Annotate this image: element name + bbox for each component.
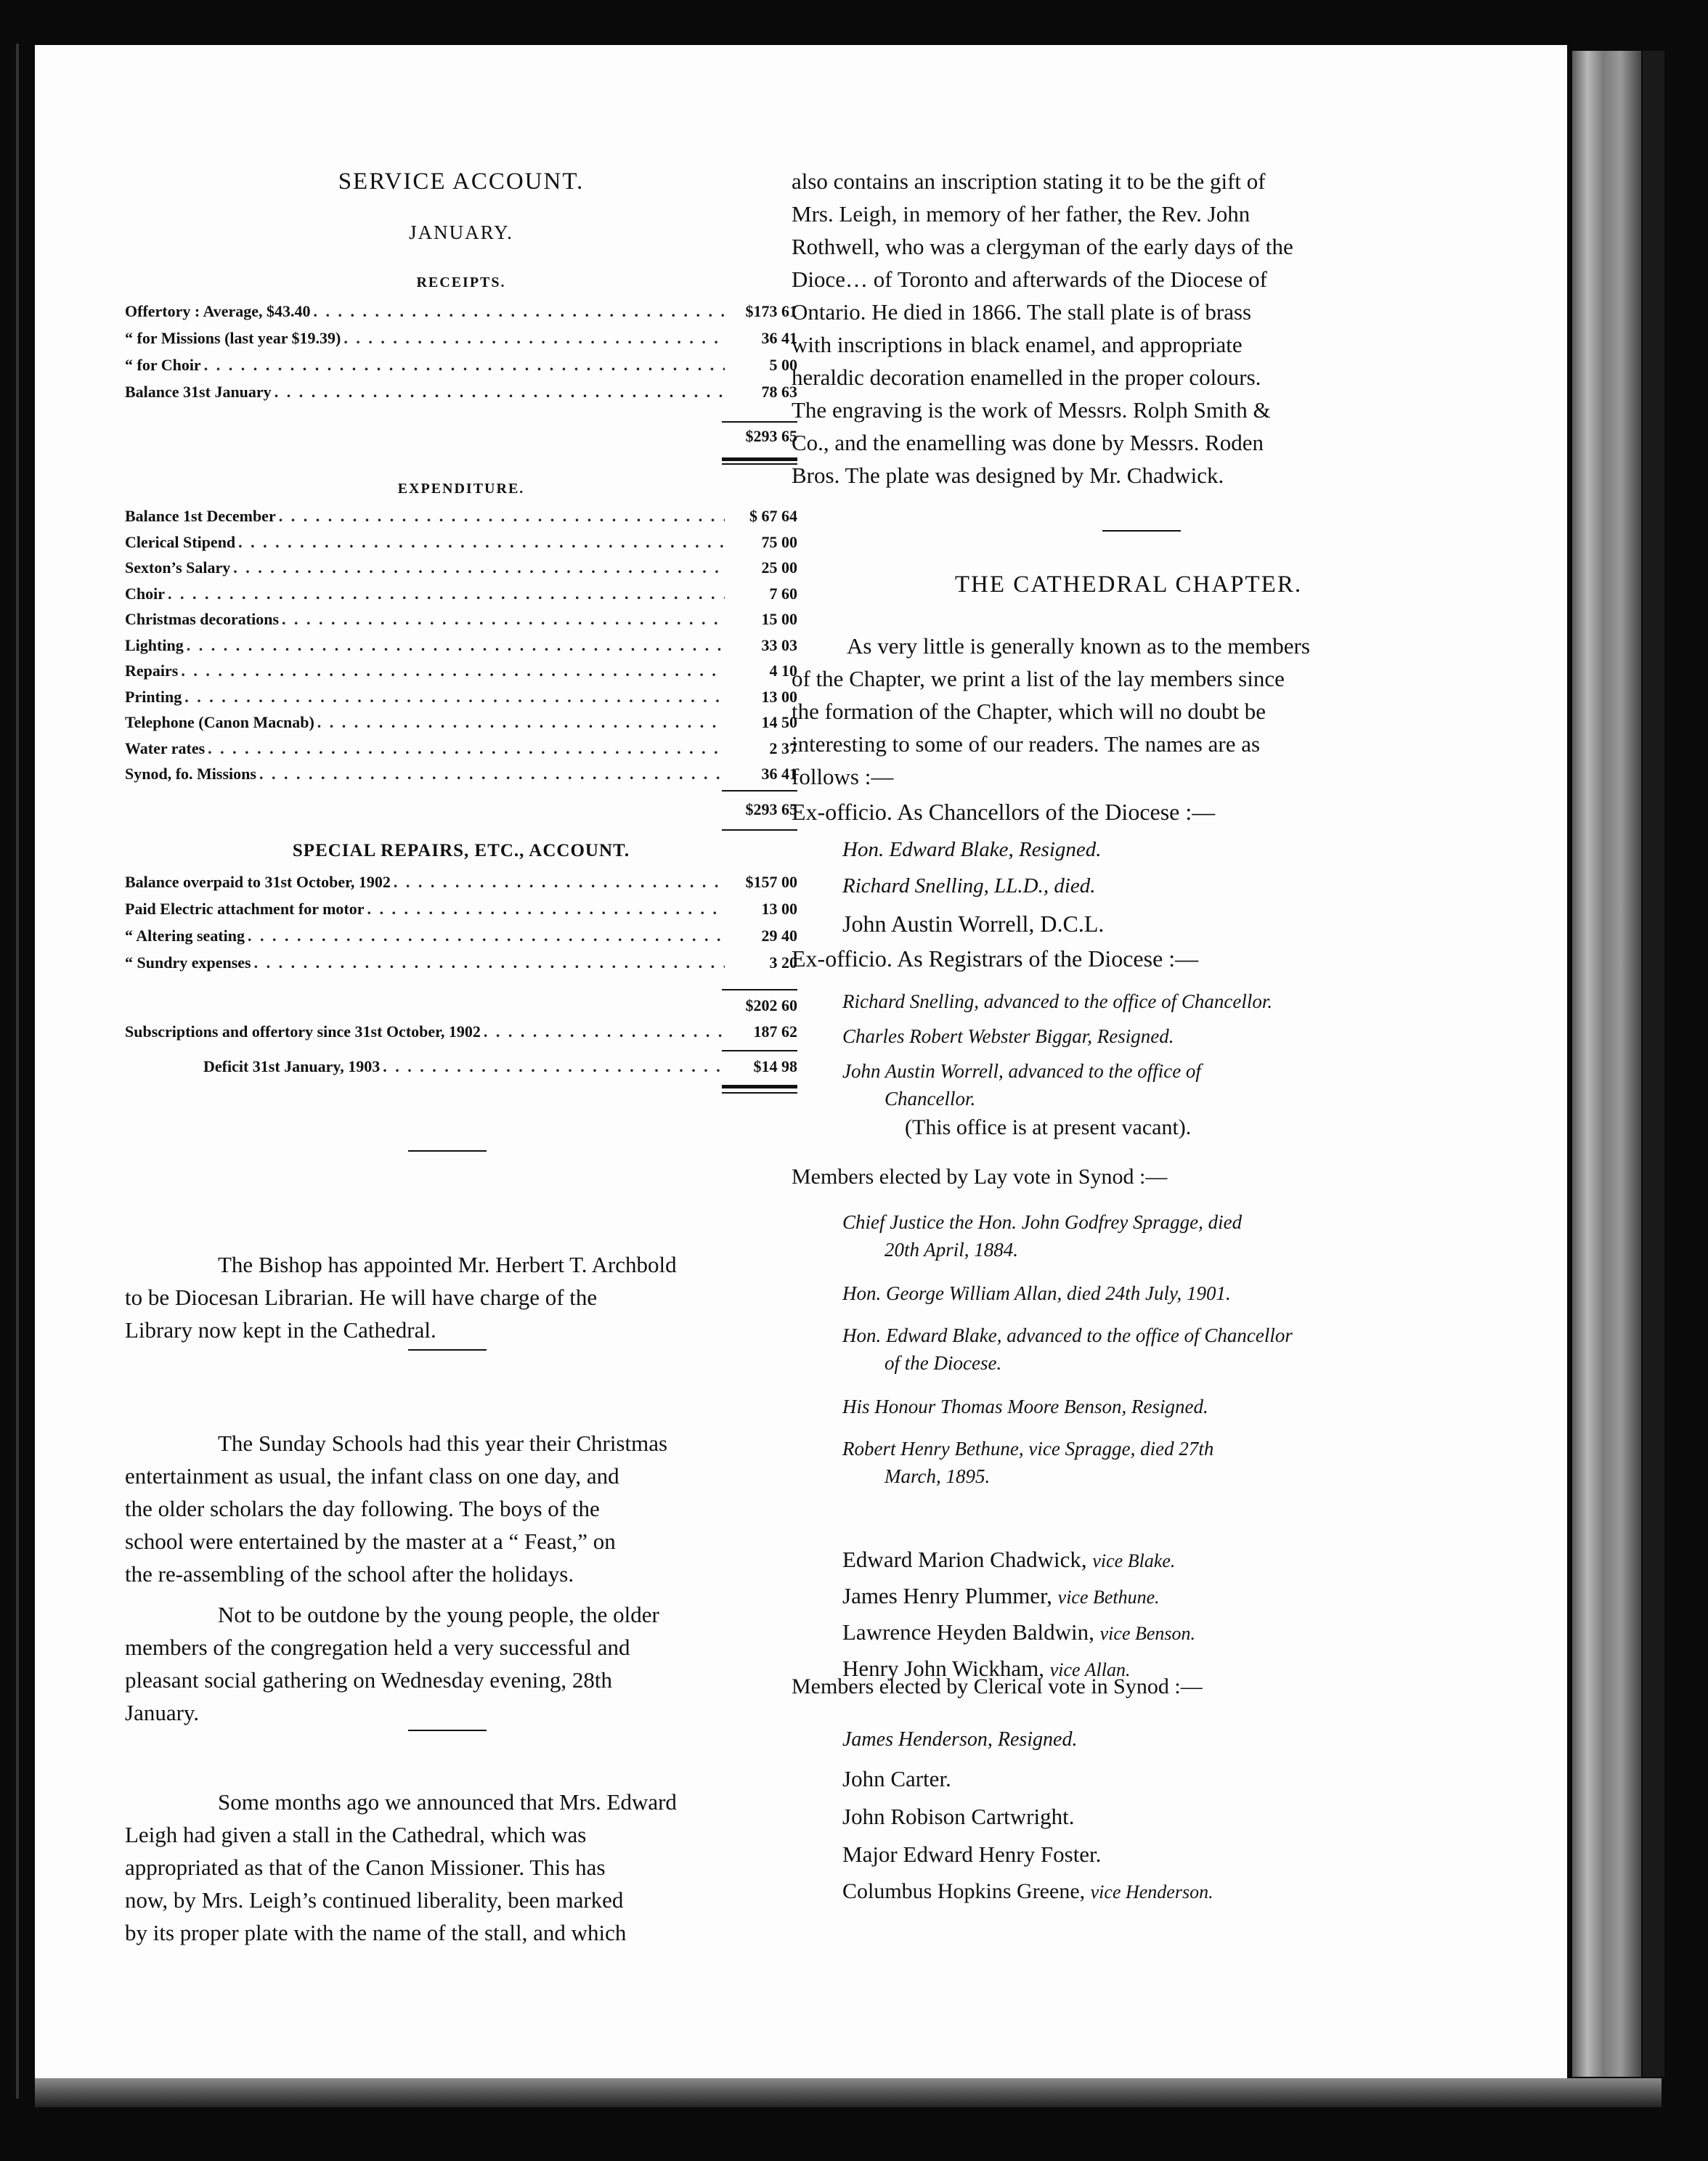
lay-member-entry: Chief Justice the Hon. John Godfrey Spragge, died	[842, 1211, 1243, 1233]
member-name: James Henry Plummer,	[842, 1583, 1052, 1608]
expenditure-amount: 4 10	[769, 662, 797, 680]
special-rule-top	[722, 989, 797, 990]
receipt-label: Offertory : Average, $43.40	[125, 302, 311, 320]
special-amount: 3 20	[769, 953, 797, 972]
expenditure-label: Choir	[125, 584, 165, 603]
expenditure-amount: 75 00	[761, 532, 797, 551]
expenditure-row	[125, 507, 797, 526]
clerical-member: John Carter.	[842, 1766, 951, 1791]
paragraph-line: heraldic decoration enamelled in the proper colours.	[792, 365, 1261, 390]
leader-dots	[248, 927, 725, 945]
receipts-rule-bottom	[722, 457, 797, 461]
subscriptions-row: Subscriptions and offertory since 31st October, 1902 . . . 187 62	[125, 1022, 797, 1041]
expenditure-amount: $ 67 64	[749, 507, 797, 525]
expenditure-amount: 14 50	[761, 713, 797, 731]
paragraph-line: appropriated as that of the Canon Missioner. This has	[125, 1855, 606, 1880]
lay-member-entry: His Honour Thomas Moore Benson, Resigned.	[842, 1396, 1208, 1417]
leader-dots	[259, 765, 725, 784]
deficit-rule-1	[722, 1085, 797, 1088]
expenditure-row	[125, 713, 797, 732]
lay-member-entry: Hon. Edward Blake, advanced to the office of Chancellor	[842, 1324, 1293, 1346]
expenditure-row	[125, 585, 797, 603]
expenditure-label: Sexton’s Salary	[125, 558, 231, 577]
expenditure-rule-top	[722, 790, 797, 791]
leader-dots	[238, 533, 725, 552]
expenditure-label: Balance 1st December	[125, 507, 276, 525]
expenditure-amount: 33 03	[761, 635, 797, 654]
expenditure-amount: 25 00	[761, 558, 797, 577]
scan-left-border	[16, 44, 19, 2099]
clerical-last: Columbus Hopkins Greene, vice Henderson.	[842, 1879, 1213, 1903]
lay-member-entry: Robert Henry Bethune, vice Spragge, died 27th	[842, 1438, 1214, 1460]
special-label: “ Altering seating	[125, 927, 245, 945]
member-name: Lawrence Heyden Baldwin,	[842, 1619, 1094, 1645]
receipt-row	[125, 329, 797, 348]
paragraph-line: follows :—	[792, 764, 894, 789]
expenditure-rule-bottom	[722, 829, 797, 831]
receipt-label: Balance 31st January	[125, 383, 272, 401]
registrars-heading: Ex-officio. As Registrars of the Diocese :—	[792, 945, 1199, 972]
paragraph-line: The engraving is the work of Messrs. Rolph Smith &	[792, 397, 1271, 423]
lay-member-entry: 20th April, 1884.	[884, 1239, 1019, 1261]
receipt-amount: 5 00	[769, 356, 797, 374]
expenditure-amount: 36 41	[761, 765, 797, 783]
special-row	[125, 927, 797, 945]
paragraph-line: the older scholars the day following. The boys of the	[125, 1496, 600, 1521]
leader-dots	[254, 953, 725, 972]
subscriptions-rule	[722, 1050, 797, 1051]
paragraph-line: Dioce… of Toronto and afterwards of the Diocese of	[792, 266, 1267, 292]
paragraph-line: Leigh had given a stall in the Cathedral, which was	[125, 1822, 587, 1847]
chancellors-heading: Ex-officio. As Chancellors of the Diocese :—	[792, 799, 1216, 825]
expenditure-label: Christmas decorations	[125, 610, 280, 628]
leader-dots	[394, 873, 725, 892]
scan-page-edge	[1572, 51, 1641, 2077]
paragraph-line: Not to be outdone by the young people, the older	[218, 1602, 659, 1627]
lay-member-entry: March, 1895.	[884, 1465, 991, 1487]
paragraph-line: The Sunday Schools had this year their Christmas	[218, 1431, 668, 1456]
paragraph-line: Bros. The plate was designed by Mr. Chadwick.	[792, 463, 1224, 488]
deficit-rule-2	[722, 1092, 797, 1094]
expenditure-label: Telephone (Canon Macnab)	[125, 713, 314, 731]
expenditure-label: Printing	[125, 687, 182, 706]
vice-note: vice Allan.	[1049, 1659, 1131, 1680]
special-row	[125, 873, 797, 892]
paragraph-line: The Bishop has appointed Mr. Herbert T. Archbold	[218, 1252, 677, 1277]
receipts-total: $293 65	[745, 427, 797, 445]
receipt-label: “ for Missions (last year $19.39)	[125, 329, 341, 347]
special-label: Paid Electric attachment for motor	[125, 900, 365, 918]
lay-member-vice-entry	[842, 1619, 1195, 1645]
leader-dots	[184, 688, 725, 707]
member-name: Henry John Wickham,	[842, 1656, 1044, 1681]
chancellor-name: John Austin Worrell, D.C.L.	[842, 911, 1105, 937]
receipts-rule-bottom2	[722, 463, 797, 465]
leader-dots	[367, 900, 725, 919]
paragraph-line: Ontario. He died in 1866. The stall plate is of brass	[792, 299, 1252, 325]
paragraph-line: of the Chapter, we print a list of the lay members since	[792, 666, 1285, 691]
paragraph-line: entertainment as usual, the infant class on one day, and	[125, 1463, 619, 1489]
paragraph-line: January.	[125, 1700, 200, 1725]
expenditure-row	[125, 739, 797, 758]
expenditure-label: Water rates	[125, 738, 206, 757]
registrar-entry: John Austin Worrell, advanced to the office of	[842, 1060, 1201, 1082]
receipt-amount: 36 41	[761, 329, 797, 347]
expenditure-label: Synod, fo. Missions	[125, 765, 256, 783]
lay-member-entry: of the Diocese.	[884, 1352, 1002, 1374]
right-column	[792, 45, 1465, 2078]
expenditure-row	[125, 610, 797, 629]
expenditure-row	[125, 765, 797, 784]
receipt-label: “ for Choir	[125, 356, 201, 374]
special-amount: 29 40	[761, 927, 797, 945]
leader-dots	[274, 383, 725, 402]
leader-dots	[181, 662, 725, 680]
paragraph-line: also contains an inscription stating it to be the gift of	[792, 168, 1266, 194]
paragraph-line: As very little is generally known as to the members	[847, 633, 1310, 659]
member-name: Edward Marion Chadwick,	[842, 1547, 1087, 1572]
paragraph-line: Some months ago we announced that Mrs. Edward	[218, 1789, 677, 1815]
paragraph-line: interesting to some of our readers. The names are as	[792, 731, 1261, 757]
registrars-note: (This office is at present vacant).	[905, 1115, 1192, 1139]
vice-note: vice Benson.	[1099, 1623, 1196, 1644]
receipt-amount: $173 61	[745, 302, 797, 320]
leader-dots	[168, 585, 725, 603]
registrar-entry: Charles Robert Webster Biggar, Resigned.	[842, 1025, 1174, 1047]
receipt-row	[125, 302, 797, 321]
expenditure-total: $293 65	[745, 800, 797, 818]
special-label: “ Sundry expenses	[125, 953, 251, 972]
clerical-vote-heading: Members elected by Clerical vote in Synod :—	[792, 1674, 1203, 1698]
deficit-row: Deficit 31st January, 1903 . . . $14 98	[203, 1057, 797, 1076]
paragraph-line: Mrs. Leigh, in memory of her father, the Rev. John	[792, 201, 1250, 227]
section-divider-1	[408, 1150, 487, 1152]
left-column	[125, 45, 797, 2078]
special-row	[125, 900, 797, 919]
receipt-row	[125, 383, 797, 402]
leader-dots	[282, 610, 725, 629]
document-page	[35, 45, 1567, 2078]
clerical-first: James Henderson, Resigned.	[842, 1728, 1078, 1751]
lay-member-vice-entry	[842, 1583, 1160, 1609]
receipt-row	[125, 356, 797, 375]
lay-vote-heading: Members elected by Lay vote in Synod :—	[792, 1165, 1168, 1189]
expenditure-row	[125, 688, 797, 707]
special-subtotal: $202 60	[745, 996, 797, 1014]
expenditure-amount: 2 37	[769, 738, 797, 757]
expenditure-row	[125, 636, 797, 655]
expenditure-amount: 13 00	[761, 687, 797, 706]
expenditure-amount: 7 60	[769, 584, 797, 603]
clerical-member: John Robison Cartwright.	[842, 1804, 1075, 1829]
month-heading: JANUARY.	[409, 221, 513, 243]
paragraph-line: school were entertained by the master at a “ Feast,” on	[125, 1529, 616, 1554]
vice-note: vice Bethune.	[1057, 1587, 1160, 1608]
paragraph-line: the re-assembling of the school after the holidays.	[125, 1561, 574, 1587]
paragraph-line: members of the congregation held a very successful and	[125, 1635, 630, 1660]
section-divider-3	[408, 1730, 487, 1731]
expenditure-label: Lighting	[125, 635, 184, 654]
leader-dots	[279, 507, 725, 526]
paragraph-line: Library now kept in the Cathedral.	[125, 1317, 436, 1343]
expenditure-heading: EXPENDITURE.	[397, 481, 525, 497]
scan-bottom-edge	[35, 2078, 1662, 2107]
leader-dots	[317, 713, 725, 732]
scan-dark-margin	[1643, 51, 1664, 2077]
expenditure-row	[125, 662, 797, 680]
leader-dots	[314, 302, 725, 321]
leader-dots	[187, 636, 725, 655]
chancellor-name: Hon. Edward Blake, Resigned.	[842, 838, 1102, 861]
paragraph-line: pleasant social gathering on Wednesday evening, 28th	[125, 1667, 612, 1693]
cathedral-chapter-title: THE CATHEDRAL CHAPTER.	[954, 571, 1303, 598]
expenditure-label: Clerical Stipend	[125, 532, 236, 551]
chancellor-name: Richard Snelling, LL.D., died.	[842, 874, 1096, 898]
special-amount: 13 00	[761, 900, 797, 918]
leader-dots	[204, 356, 725, 375]
clerical-member: Major Edward Henry Foster.	[842, 1841, 1102, 1867]
leader-dots	[233, 558, 725, 577]
lay-member-entry: Hon. George William Allan, died 24th July, 1901.	[842, 1282, 1231, 1304]
paragraph-line: the formation of the Chapter, which will no doubt be	[792, 699, 1266, 724]
receipt-amount: 78 63	[761, 383, 797, 401]
special-row	[125, 953, 797, 972]
expenditure-row	[125, 558, 797, 577]
expenditure-amount: 15 00	[761, 610, 797, 628]
registrar-entry: Chancellor.	[884, 1088, 976, 1110]
special-repairs-title: SPECIAL REPAIRS, ETC., ACCOUNT.	[292, 841, 630, 860]
expenditure-row	[125, 533, 797, 552]
section-divider-2	[408, 1349, 487, 1351]
special-amount: $157 00	[745, 873, 797, 891]
paragraph-line: to be Diocesan Librarian. He will have charge of the	[125, 1285, 598, 1310]
paragraph-line: by its proper plate with the name of the stall, and which	[125, 1920, 627, 1945]
expenditure-label: Repairs	[125, 662, 179, 680]
section-divider-4	[1102, 530, 1181, 532]
receipts-heading: RECEIPTS.	[416, 274, 506, 290]
service-account-title: SERVICE ACCOUNT.	[338, 168, 585, 195]
leader-dots	[208, 739, 725, 758]
registrar-entry: Richard Snelling, advanced to the office of Chancellor.	[842, 990, 1273, 1012]
paragraph-line: with inscriptions in black enamel, and appropriate	[792, 332, 1243, 357]
vice-note: vice Blake.	[1092, 1550, 1176, 1571]
lay-member-vice-entry	[842, 1547, 1175, 1573]
special-label: Balance overpaid to 31st October, 1902	[125, 873, 391, 891]
leader-dots	[343, 329, 725, 348]
receipts-rule-top	[722, 421, 797, 423]
paragraph-line: now, by Mrs. Leigh’s continued liberality, been marked	[125, 1887, 624, 1913]
paragraph-line: Rothwell, who was a clergyman of the early days of the	[792, 234, 1293, 259]
paragraph-line: Co., and the enamelling was done by Messrs. Roden	[792, 430, 1264, 455]
